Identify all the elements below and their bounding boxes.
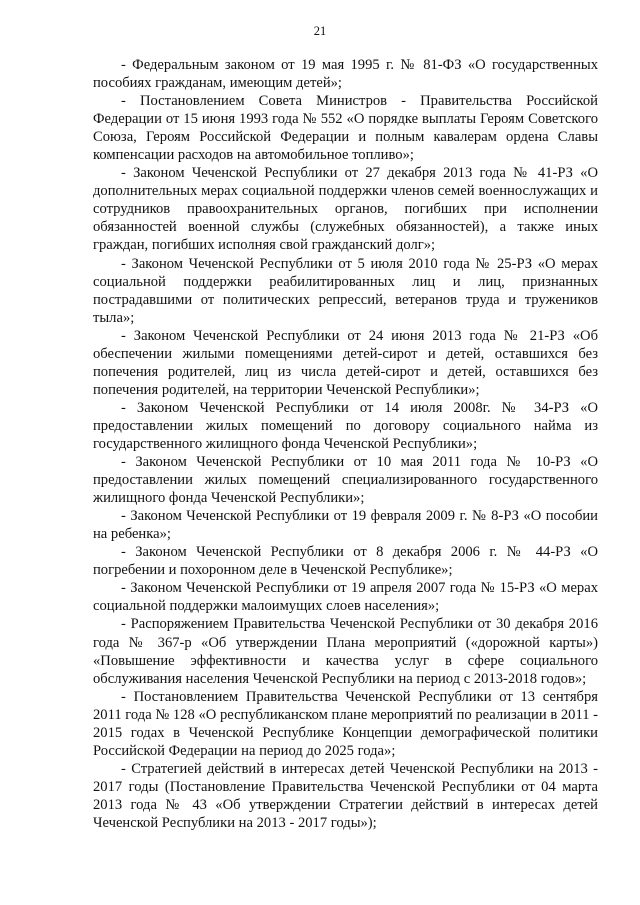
list-item: - Постановлением Совета Министров - Правительства Российской Федерации от 15 июня 1993 года № 552 «О порядке выплаты Героям Советского Союза, Героям Российской Федерации и полным кавалерам ордена Славы компенсации расходов на автомобильное топливо»; bbox=[93, 93, 598, 164]
list-item: - Федеральным законом от 19 мая 1995 г. № 81-ФЗ «О государственных пособиях гражданам, имеющим детей»; bbox=[93, 57, 598, 92]
list-item: - Стратегией действий в интересах детей Чеченской Республики на 2013 - 2017 годы (Постановление Правительства Чеченской Республики от 04 марта 2013 года № 43 «Об утверждении Стратегии действий в интересах детей Чеченской Республики на 2013 - 2017 годы»); bbox=[93, 760, 598, 831]
list-item: - Законом Чеченской Республики от 8 декабря 2006 г. № 44-РЗ «О погребении и похоронном деле в Чеченской Республике»; bbox=[93, 544, 598, 579]
list-item: - Законом Чеченской Республики от 5 июля 2010 года № 25-РЗ «О мерах социальной поддержки реабилитированных лиц и лиц, признанных пострадавшими от политических репрессий, ветеранов труда и тружеников тыла»; bbox=[93, 255, 598, 326]
page-number: 21 bbox=[313, 24, 327, 38]
list-item: - Законом Чеченской Республики от 10 мая 2011 года № 10-РЗ «О предоставлении жилых помещений специализированного государственного жилищного фонда Чеченской Республики»; bbox=[93, 454, 598, 507]
legal-acts-list bbox=[93, 56, 598, 832]
list-item: - Законом Чеченской Республики от 24 июня 2013 года № 21-РЗ «Об обеспечении жилыми помещениями детей-сирот и детей, оставшихся без попечения родителей, лиц из числа детей-сирот и детей, оставшихся без попечения родителей, на территории Чеченской Республики»; bbox=[93, 327, 598, 398]
list-item: - Законом Чеченской Республики от 19 апреля 2007 года № 15-РЗ «О мерах социальной поддержки малоимущих слоев населения»; bbox=[93, 580, 598, 615]
list-item: - Постановлением Правительства Чеченской Республики от 13 сентября 2011 года № 128 «О республиканском плане мероприятий по реализации в 2011 - 2015 годах в Чеченской Республике Концепции демографической политики Российской Федерации на период до 2025 года»; bbox=[93, 688, 599, 759]
list-item: - Распоряжением Правительства Чеченской Республики от 30 декабря 2016 года № 367-р «Об утверждении Плана мероприятий («дорожной карты») «Повышение эффективности и качества услуг в сфере социального обслуживания населения Чеченской Республики на период с 2013-2018 годов»; bbox=[93, 616, 598, 687]
list-item: - Законом Чеченской Республики от 27 декабря 2013 года № 41-РЗ «О дополнительных мерах социальной поддержки членов семей военнослужащих и сотрудников правоохранительных органов, погибших при исполнении обязанностей военной службы (служебных обязанностей), а также иных граждан, погибших исполняя свой гражданский долг»; bbox=[93, 165, 598, 254]
list-item: - Законом Чеченской Республики от 19 февраля 2009 г. № 8-РЗ «О пособии на ребенка»; bbox=[93, 508, 598, 543]
list-item: - Законом Чеченской Республики от 14 июля 2008г. № 34-РЗ «О предоставлении жилых помещений по договору социального найма из государственного жилищного фонда Чеченской Республики»; bbox=[93, 399, 598, 452]
